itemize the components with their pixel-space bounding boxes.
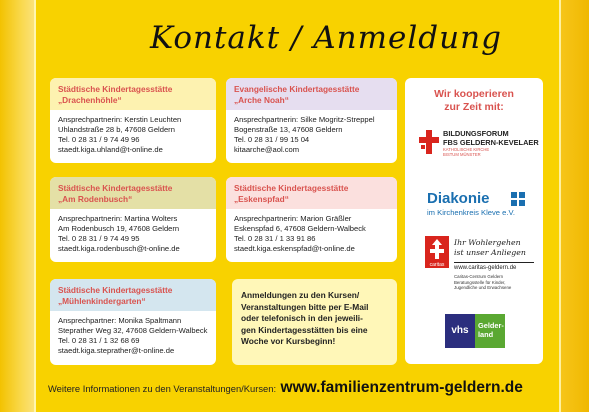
phone: Tel. 0 28 31 / 1 33 91 86 bbox=[234, 234, 316, 243]
card-heading: Städtische Kindertagesstätte „Mühlenkindergarten“ bbox=[50, 279, 216, 311]
card-body bbox=[50, 110, 216, 160]
phone: Tel. 0 28 31 / 1 32 68 69 bbox=[58, 336, 140, 345]
email-link[interactable]: staedt.kiga.steprather@t-online.de bbox=[58, 346, 175, 355]
diakonie-cross-icon bbox=[511, 192, 525, 206]
contact-person: Ansprechpartnerin: Martina Wolters bbox=[58, 214, 178, 223]
vhs-wordmark: vhs bbox=[445, 314, 475, 348]
card-heading: Städtische Kindertagesstätte „Am Rodenbusch“ bbox=[50, 177, 216, 209]
caritas-wordmark: caritas bbox=[429, 262, 445, 268]
card-body bbox=[50, 209, 216, 259]
address: Uhlandstraße 28 b, 47608 Geldern bbox=[58, 125, 175, 134]
caritas-logo bbox=[425, 236, 541, 294]
caritas-website-link[interactable]: www.caritas-geldern.de bbox=[454, 265, 517, 271]
card-heading: Städtische Kindertagesstätte „Eskenspfad“ bbox=[226, 177, 397, 209]
left-edge-decoration bbox=[0, 0, 34, 412]
caritas-divider bbox=[454, 262, 534, 263]
right-edge-decoration bbox=[561, 0, 589, 412]
address: Eskenspfad 6, 47608 Geldern-Walbeck bbox=[234, 224, 366, 233]
card-muehlenkindergarten bbox=[50, 279, 216, 365]
card-body bbox=[50, 311, 216, 361]
phone: Tel. 0 28 31 / 9 74 49 96 bbox=[58, 135, 140, 144]
card-eskenspfad bbox=[226, 177, 397, 262]
address: Bogenstraße 13, 47608 Geldern bbox=[234, 125, 343, 134]
caritas-description: Caritas-Centrum Geldern Beratungsstelle für Kinder, Jugendliche und Erwachsene bbox=[454, 274, 512, 290]
footer-text: Weitere Informationen zu den Veranstaltungen/Kursen: bbox=[48, 383, 277, 394]
partners-panel bbox=[405, 78, 543, 364]
card-heading: Evangelische Kindertagesstätte „Arche Noah“ bbox=[226, 78, 397, 110]
card-rodenbusch bbox=[50, 177, 216, 262]
website-link[interactable]: www.familienzentrum-geldern.de bbox=[280, 379, 523, 396]
address: Steprather Weg 32, 47608 Geldern-Walbeck bbox=[58, 326, 208, 335]
card-body bbox=[226, 209, 397, 259]
email-link[interactable]: staedt.kiga.uhland@t-online.de bbox=[58, 145, 163, 154]
page-title: Kontakt / Anmeldung bbox=[150, 20, 502, 56]
address: Am Rodenbusch 19, 47608 Geldern bbox=[58, 224, 180, 233]
caritas-flame-cross-icon bbox=[425, 236, 449, 268]
email-link[interactable]: staedt.kiga.rodenbusch@t-online.de bbox=[58, 244, 180, 253]
card-arche-noah bbox=[226, 78, 397, 163]
diakonie-logo: Diakonie im Kirchenkreis Kleve e.V. bbox=[427, 190, 539, 222]
red-cross-icon bbox=[419, 130, 439, 154]
footer bbox=[48, 379, 523, 397]
card-drachenhoehle bbox=[50, 78, 216, 163]
bildungsforum-logo: BILDUNGSFORUM FBS GELDERN-KEVELAER KATHOLISCHE KIRCHE BISTUM MÜNSTER bbox=[419, 128, 537, 160]
registration-notice: Anmeldungen zu den Kursen/ Veranstaltungen bitte per E-Mail oder telefonisch in den jeweili- gen Kindertagesstätten bis eine Woche vor Kursbeginn! bbox=[232, 279, 397, 365]
caritas-slogan: Ihr Wohlergehen ist unser Anliegen bbox=[454, 238, 526, 257]
partners-title: Wir kooperieren zur Zeit mit: bbox=[434, 88, 514, 113]
email-link[interactable]: staedt.kiga.eskenspfad@t-online.de bbox=[234, 244, 355, 253]
contact-person: Ansprechpartnerin: Marion Gräßler bbox=[234, 214, 352, 223]
email-link[interactable]: kitaarche@aol.com bbox=[234, 145, 300, 154]
contact-person: Ansprechpartnerin: Kerstin Leuchten bbox=[58, 115, 182, 124]
vhs-logo bbox=[445, 314, 507, 348]
card-heading: Städtische Kindertagesstätte „Drachenhöhle“ bbox=[50, 78, 216, 110]
card-body bbox=[226, 110, 397, 160]
phone: Tel. 0 28 31 / 9 74 49 95 bbox=[58, 234, 140, 243]
phone: Tel. 0 28 31 / 99 15 04 bbox=[234, 135, 310, 144]
contact-person: Ansprechpartner: Monika Spaltmann bbox=[58, 316, 182, 325]
contact-person: Ansprechpartnerin: Silke Mogritz-Streppel bbox=[234, 115, 375, 124]
vhs-region: Gelder- land bbox=[475, 314, 505, 348]
